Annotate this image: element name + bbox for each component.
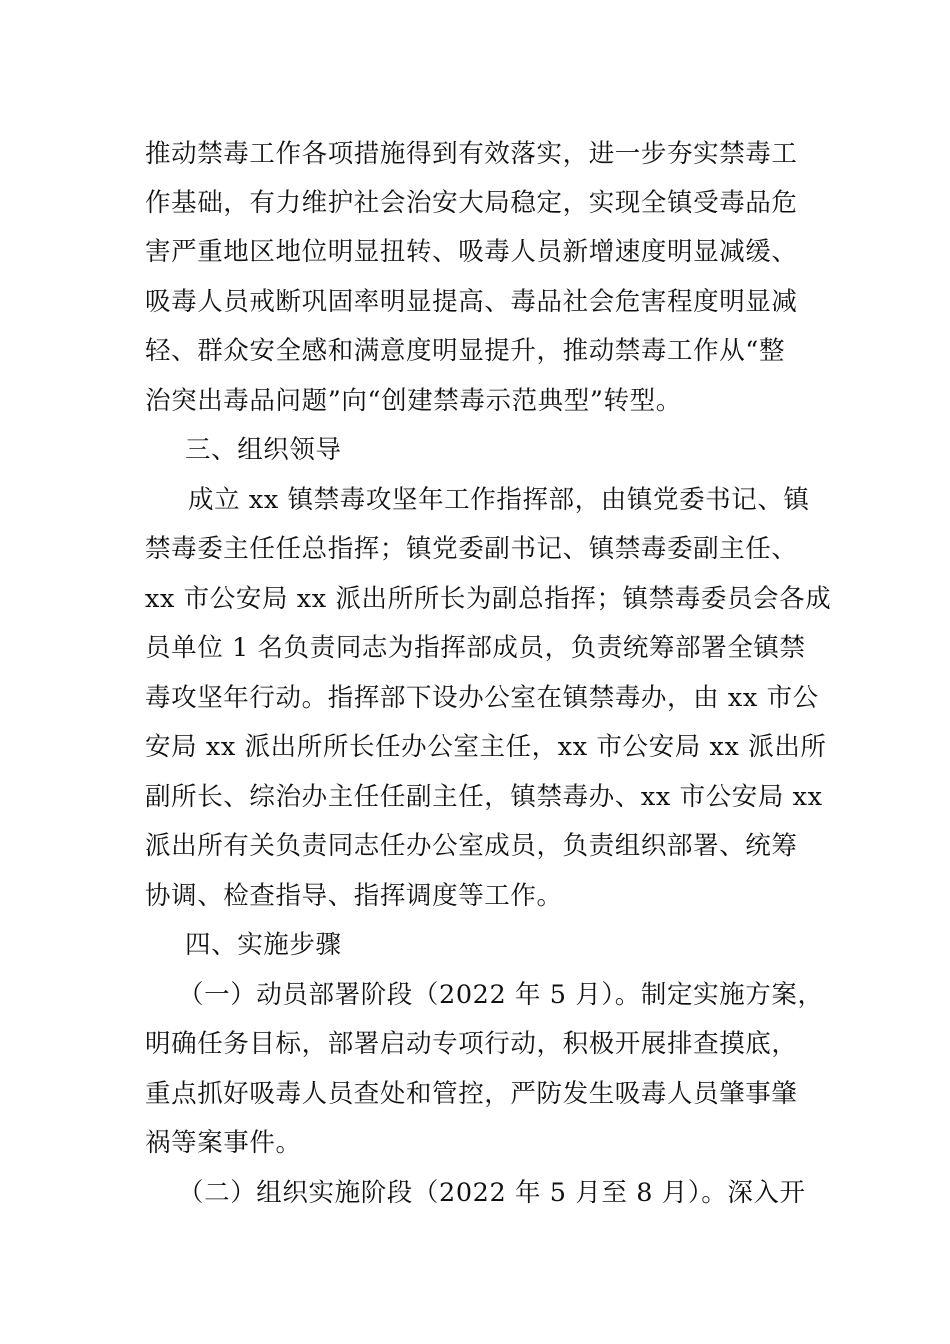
body-text-line: 祸等案事件。 bbox=[145, 1128, 302, 1158]
body-text-line: 轻、群众安全感和满意度明显提升，推动禁毒工作从“整 bbox=[145, 336, 786, 366]
body-text-line: 推动禁毒工作各项措施得到有效落实，进一步夯实禁毒工 bbox=[145, 139, 798, 169]
section-heading: 三、组织领导 bbox=[185, 435, 342, 465]
body-text-line: 协调、检查指导、指挥调度等工作。 bbox=[145, 881, 563, 911]
body-text-line: 安局 xx 派出所所长任办公室主任，xx 市公安局 xx 派出所 bbox=[145, 732, 827, 762]
body-text-line: 毒攻坚年行动。指挥部下设办公室在镇禁毒办，由 xx 市公 bbox=[145, 683, 819, 713]
paragraph-first-line: 成立 xx 镇禁毒攻坚年工作指挥部，由镇党委书记、镇 bbox=[188, 485, 810, 515]
body-text-line: 禁毒委主任任总指挥；镇党委副书记、镇禁毒委副主任、 bbox=[145, 534, 798, 564]
paragraph-first-line: （一）动员部署阶段（2022 年 5 月）。制定实施方案， bbox=[178, 980, 824, 1010]
body-text-line: 治突出毒品问题”向“创建禁毒示范典型”转型。 bbox=[145, 386, 682, 416]
body-text-line: 派出所有关负责同志任办公室成员，负责组织部署、统筹 bbox=[145, 831, 798, 861]
body-text-line: 作基础，有力维护社会治安大局稳定，实现全镇受毒品危 bbox=[145, 188, 798, 218]
section-heading: 四、实施步骤 bbox=[185, 930, 342, 960]
body-text-line: 害严重地区地位明显扭转、吸毒人员新增速度明显减缓、 bbox=[145, 237, 798, 267]
body-text-line: 吸毒人员戒断巩固率明显提高、毒品社会危害程度明显减 bbox=[145, 287, 798, 317]
body-text-line: 重点抓好吸毒人员查处和管控，严防发生吸毒人员肇事肇 bbox=[145, 1079, 798, 1109]
body-text-line: 员单位 1 名负责同志为指挥部成员，负责统筹部署全镇禁 bbox=[145, 633, 806, 663]
body-text-line: xx 市公安局 xx 派出所所长为副总指挥；镇禁毒委员会各成 bbox=[145, 584, 832, 614]
paragraph-first-line: （二）组织实施阶段（2022 年 5 月至 8 月）。深入开 bbox=[178, 1178, 806, 1208]
body-text-line: 明确任务目标，部署启动专项行动，积极开展排查摸底， bbox=[145, 1029, 798, 1059]
body-text-line: 副所长、综治办主任任副主任，镇禁毒办、xx 市公安局 xx bbox=[145, 782, 823, 812]
